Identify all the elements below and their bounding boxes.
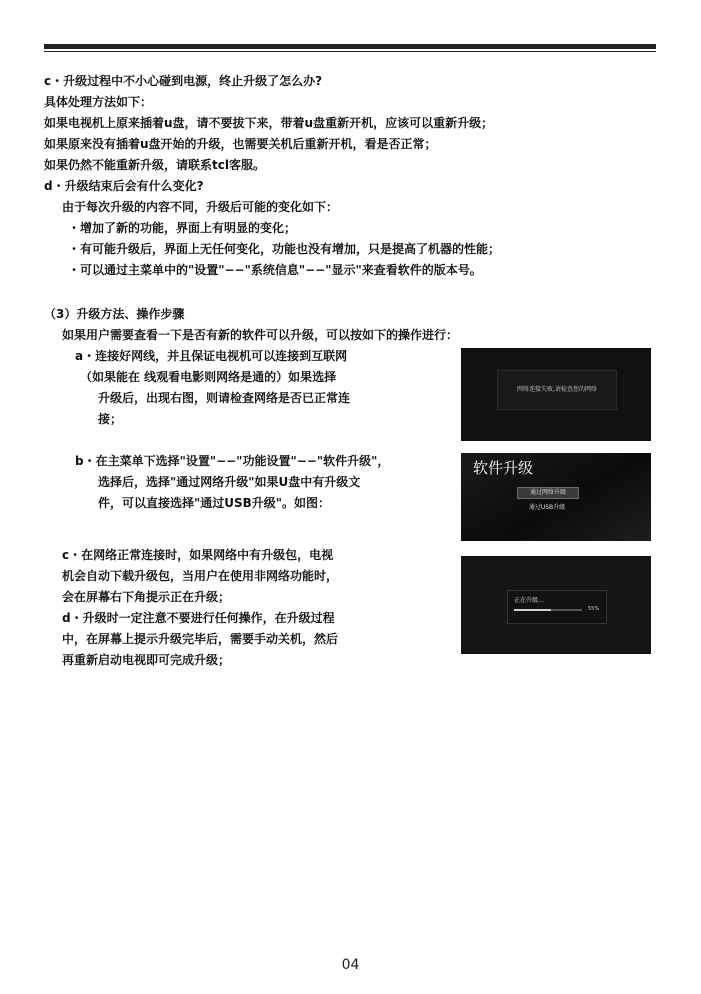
- answer-line-3: 如果仍然不能重新升级，请联系tcl客服。: [44, 158, 265, 172]
- progress-percent: 55%: [588, 606, 600, 612]
- change-bullet-1: ・增加了新的功能，界面上有明显的变化；: [68, 221, 297, 235]
- step-a-line-1: a・连接好网线，并且保证电视机可以连接到互联网: [75, 349, 348, 363]
- step-c-line-1: c・在网络正常连接时，如果网络中有升级包，电视: [62, 548, 334, 562]
- screenshot-network-error: [461, 348, 651, 441]
- step-d-line-3: 再重新启动电视即可完成升级；: [62, 653, 231, 667]
- step-d-line-1: d・升级时一定注意不要进行任何操作，在升级过程: [62, 611, 335, 625]
- option-network-upgrade: 通过网络升级: [517, 487, 579, 499]
- step-a-line-2: （如果能在 线观看电影则网络是通的）如果选择: [80, 370, 337, 384]
- step-d-line-2: 中，在屏幕上提示升级完毕后，需要手动关机，然后: [62, 632, 339, 646]
- change-bullet-2: ・有可能升级后，界面上无任何变化，功能也没有增加，只是提高了机器的性能；: [68, 242, 501, 256]
- step-c-line-3: 会在屏幕右下角提示正在升级；: [62, 590, 231, 604]
- answer-line-2: 如果原来没有插着u盘开始的升级，也需要关机后重新开机，看是否正常；: [44, 137, 437, 151]
- option-usb-upgrade: 通过USB升级: [528, 504, 566, 511]
- changes-intro: 由于每次升级的内容不同，升级后可能的变化如下：: [62, 200, 339, 214]
- error-message: 网络连接失败,请检查您的网络: [517, 386, 597, 393]
- header-rule-thick: [44, 44, 656, 49]
- error-dialog: [497, 370, 617, 410]
- question-c: c・升级过程中不小心碰到电源，终止升级了怎么办?: [44, 74, 323, 88]
- section-3-intro: 如果用户需要查看一下是否有新的软件可以升级，可以按如下的操作进行：: [62, 328, 459, 342]
- progress-bar: [514, 609, 582, 611]
- answer-line-1: 如果电视机上原来插着u盘，请不要拔下来，带着u盘重新开机，应该可以重新升级；: [44, 116, 494, 130]
- screenshot-upgrade-menu: [461, 453, 651, 541]
- step-b-line-1: b・在主菜单下选择"设置"−−"功能设置"−−"软件升级"，: [75, 454, 390, 468]
- section-3-heading: （3）升级方法、操作步骤: [44, 307, 185, 321]
- step-c-line-2: 机会自动下载升级包，当用户在使用非网络功能时，: [62, 569, 339, 583]
- change-bullet-3: ・可以通过主菜单中的"设置"−−"系统信息"−−"显示"来查看软件的版本号。: [68, 263, 482, 277]
- method-heading: 具体处理方法如下：: [44, 95, 153, 109]
- progress-bar-fill: [514, 609, 551, 611]
- header-rule-thin: [44, 51, 656, 52]
- page-number: 04: [341, 957, 360, 973]
- upgrade-menu-title: 软件升级: [473, 459, 534, 477]
- question-d: d・升级结束后会有什么变化?: [44, 179, 204, 193]
- screenshot-upgrade-progress: [461, 556, 651, 654]
- progress-dialog: [507, 590, 607, 624]
- step-b-line-2: 选择后，选择"通过网络升级"如果U盘中有升级文: [98, 475, 361, 489]
- progress-label: 正在升级...: [514, 597, 544, 604]
- step-a-line-3: 升级后，出现右图，则请检查网络是否已正常连: [98, 391, 351, 405]
- step-a-line-4: 接；: [98, 412, 123, 426]
- step-b-line-3: 件，可以直接选择"通过USB升级"。如图：: [98, 496, 331, 510]
